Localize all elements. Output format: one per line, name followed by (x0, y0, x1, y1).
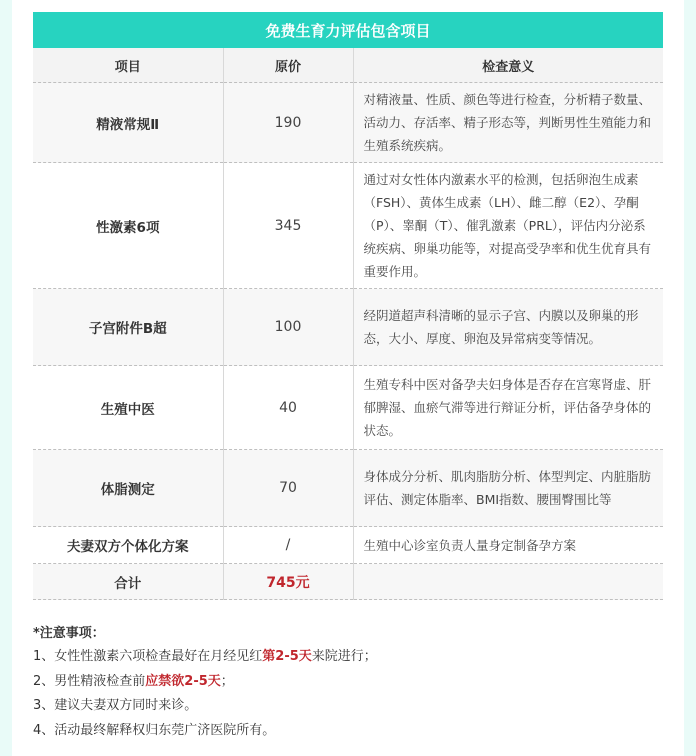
total-price: 745元 (223, 564, 353, 600)
note-2-text: 2、男性精液检查前 (33, 673, 146, 689)
row-meaning: 通过对女性体内激素水平的检测，包括卵泡生成素（FSH）、黄体生成素（LH）、雌二醇（E2）、孕酮（P）、睾酮（T）、催乳激素（PRL），评估内分泌系统疾病、卵巢功能等，对提高受孕率和优生优育具有重要作用。 (353, 163, 663, 289)
row-meaning: 对精液量、性质、颜色等进行检查，分析精子数量、活动力、存活率、精子形态等，判断男性生殖能力和生殖系统疾病。 (353, 83, 663, 163)
row-price: 345 (223, 163, 353, 289)
table-row (33, 527, 663, 564)
note-2-tail: ； (220, 673, 234, 689)
note-line-4: 4、活动最终解释权归东莞广济医院所有。 (33, 722, 276, 738)
header-meaning: 检查意义 (353, 48, 663, 83)
row-meaning: 生殖中心诊室负责人量身定制备孕方案 (353, 527, 663, 564)
notes-title: *注意事项： (33, 626, 105, 641)
items-table (33, 48, 663, 600)
total-label: 合计 (33, 564, 223, 600)
row-price: 100 (223, 289, 353, 366)
table-row (33, 450, 663, 527)
row-price: 40 (223, 366, 353, 450)
table-total-row (33, 564, 663, 600)
notes-section (33, 623, 663, 743)
table-header-row (33, 48, 663, 83)
table-title: 免费生育力评估包含项目 (33, 12, 663, 48)
row-price: / (223, 527, 353, 564)
row-price: 190 (223, 83, 353, 163)
evaluation-table (33, 12, 663, 600)
row-meaning: 经阴道超声科清晰的显示子宫、内膜以及卵巢的形态，大小、厚度、卵泡及异常病变等情况。 (353, 289, 663, 366)
note-1-highlight: 第2-5天 (262, 649, 312, 664)
row-name: 生殖中医 (33, 366, 223, 450)
note-1-text: 1、女性性激素六项检查最好在月经见红 (33, 649, 263, 664)
table-row (33, 289, 663, 366)
note-2-highlight: 应禁欲2-5天 (145, 673, 221, 689)
note-line-2 (33, 670, 663, 695)
note-line-1 (33, 645, 663, 670)
row-name: 夫妻双方个体化方案 (33, 527, 223, 564)
table-row (33, 366, 663, 450)
row-name: 子宫附件B超 (33, 289, 223, 366)
note-1-tail: 来院进行； (311, 649, 377, 664)
table-row (33, 163, 663, 289)
row-meaning: 身体成分分析、肌肉脂肪分析、体型判定、内脏脂肪评估、测定体脂率、BMI指数、腰围臀围比等 (353, 450, 663, 527)
row-name: 性激素6项 (33, 163, 223, 289)
note-line-3: 3、建议夫妻双方同时来诊。 (33, 698, 198, 713)
row-meaning: 生殖专科中医对备孕夫妇身体是否存在宫寒肾虚、肝郁脾湿、血瘀气滞等进行辩证分析，评估备孕身体的状态。 (353, 366, 663, 450)
table-row (33, 83, 663, 163)
header-price: 原价 (223, 48, 353, 83)
header-item: 项目 (33, 48, 223, 83)
row-name: 精液常规Ⅱ (33, 83, 223, 163)
row-name: 体脂测定 (33, 450, 223, 527)
row-price: 70 (223, 450, 353, 527)
total-meaning-empty (353, 564, 663, 600)
